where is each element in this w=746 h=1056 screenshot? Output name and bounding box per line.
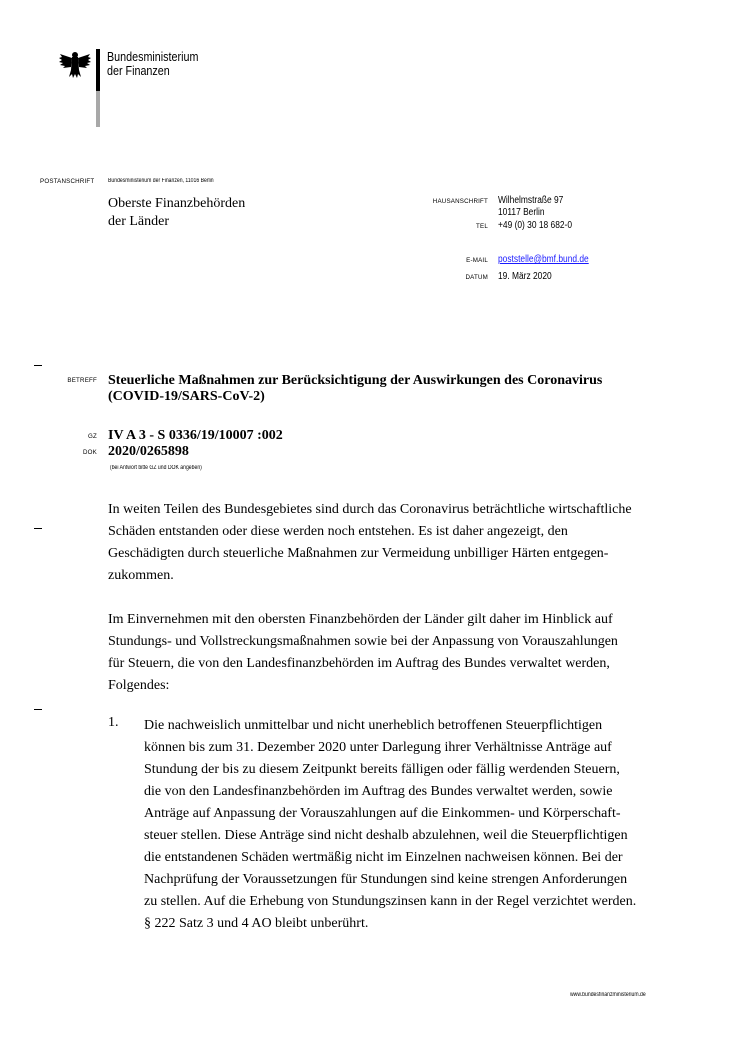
addressee-line1: Oberste Finanzbehörden [108, 196, 246, 211]
ministry-name [107, 50, 198, 78]
list-item-line: Anträge auf Anpassung der Vorauszahlungen auf die Einkommen- und Körperschaft- [144, 806, 621, 821]
gz-label: GZ [88, 433, 97, 440]
ministry-name-line2: der Finanzen [107, 64, 170, 78]
federal-eagle-logo [58, 50, 92, 80]
fold-marker [34, 365, 42, 366]
postanschrift-value: Bundesministerium der Finanzen, 11016 Berlin [108, 178, 214, 184]
list-item-line: steuer stellen. Diese Anträge sind nicht deshalb abzulehnen, weil die Steuerpflichtigen [144, 828, 628, 843]
logo-bar [96, 49, 100, 91]
postanschrift-label: POSTANSCHRIFT [40, 178, 95, 185]
list-item-line: die von den Landesfinanzbehörden im Auftrag des Bundes verwaltet werden, sowie [144, 784, 613, 799]
paragraph-line: In weiten Teilen des Bundesgebietes sind durch das Coronavirus beträchtliche wirtschaftliche [108, 502, 632, 517]
list-item [144, 715, 684, 935]
list-item-line: die entstandenen Schäden wertmäßig nicht im Einzelnen nachweisen können. Bei der [144, 850, 623, 865]
gz-value: IV A 3 - S 0336/19/10007 :002 [108, 428, 283, 443]
body-paragraph-1 [108, 499, 688, 587]
list-item-number: 1. [108, 715, 119, 730]
paragraph-line: Stundungs- und Vollstreckungsmaßnahmen sowie bei der Anpassung von Vorauszahlungen [108, 634, 618, 649]
paragraph-line: für Steuern, die von den Landesfinanzbehörden im Auftrag des Bundes verwaltet werden, [108, 656, 610, 671]
dok-value: 2020/0265898 [108, 444, 189, 459]
email-label: E-MAIL [466, 257, 488, 264]
list-item-line: Nachprüfung der Voraussetzungen für Stundungen sind keine strengen Anforderungen [144, 872, 628, 887]
email-address[interactable] [498, 254, 589, 266]
tel-label: TEL [476, 223, 488, 230]
addressee [108, 195, 245, 231]
hausanschrift-label: HAUSANSCHRIFT [432, 198, 488, 205]
paragraph-line: Geschädigten durch steuerliche Maßnahmen zur Vermeidung unbilliger Härten entgegen- [108, 546, 609, 561]
reference-note: (bei Antwort bitte GZ und DOK angeben) [110, 465, 202, 471]
betreff-label: BETREFF [67, 377, 97, 384]
list-item-line: zu stellen. Auf die Erhebung von Stundungszinsen kann in der Regel verzichtet werden. [144, 894, 637, 909]
addressee-line2: der Länder [108, 214, 170, 229]
datum-label: DATUM [465, 274, 488, 281]
list-item-line: können bis zum 31. Dezember 2020 unter Darlegung ihrer Verhältnisse Anträge auf [144, 740, 612, 755]
subject-line2: (COVID-19/SARS-CoV-2) [108, 389, 265, 404]
datum-value: 19. März 2020 [498, 271, 552, 282]
paragraph-line: zukommen. [108, 568, 174, 583]
list-item-line: Die nachweislich unmittelbar und nicht unerheblich betroffenen Steuerpflichtigen [144, 718, 603, 733]
fold-marker [34, 709, 42, 710]
list-item-line: § 222 Satz 3 und 4 AO bleibt unberührt. [144, 916, 369, 931]
paragraph-line: Schäden entstanden oder diese werden noch entstehen. Es ist daher angezeigt, den [108, 524, 568, 539]
tel-number: +49 (0) 30 18 682-0 [498, 220, 573, 231]
footer-website: www.bundesfinanzministerium.de [570, 992, 646, 998]
paragraph-line: Im Einvernehmen mit den obersten Finanzbehörden der Länder gilt daher im Hinblick auf [108, 612, 613, 627]
street: Wilhelmstraße 97 [498, 195, 564, 206]
list-item-line: Stundung der bis zu diesem Zeitpunkt bereits fälligen oder fällig werdenden Steuern, [144, 762, 620, 777]
paragraph-line: Folgendes: [108, 678, 170, 693]
subject [108, 373, 688, 405]
body-paragraph-2 [108, 609, 688, 697]
logo-bar-grey [96, 91, 100, 127]
city: 10117 Berlin [498, 207, 545, 218]
subject-line1: Steuerliche Maßnahmen zur Berücksichtigung der Auswirkungen des Coronavirus [108, 373, 603, 388]
email-link[interactable]: poststelle@bmf.bund.de [498, 254, 589, 265]
punch-marker [34, 528, 42, 529]
ministry-name-line1: Bundesministerium [107, 50, 199, 64]
dok-label: DOK [82, 449, 97, 456]
